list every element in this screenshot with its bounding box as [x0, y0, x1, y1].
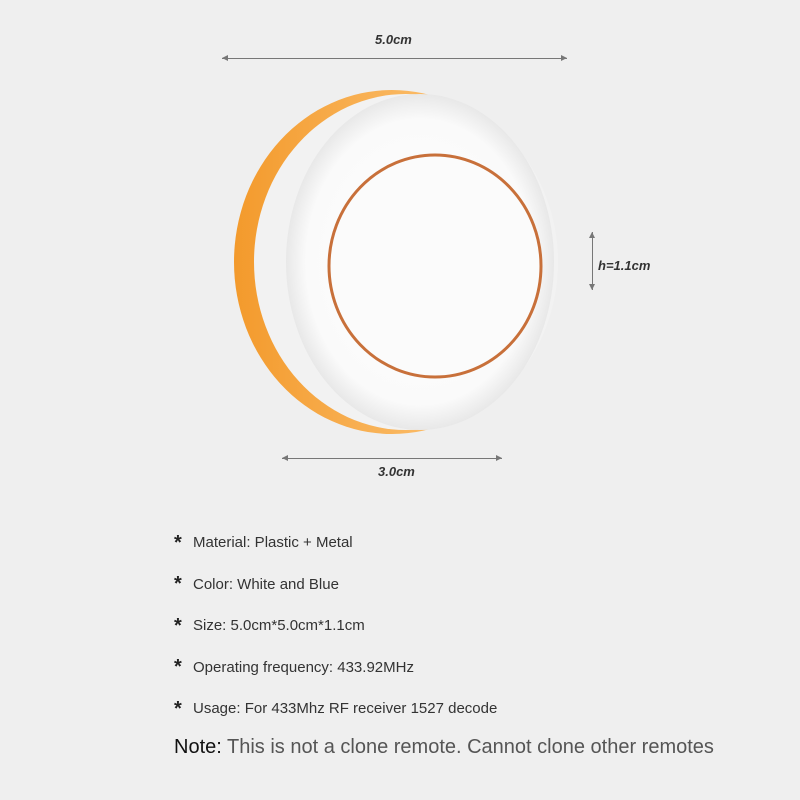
spec-text: Usage: For 433Mhz RF receiver 1527 decode — [193, 700, 498, 718]
spec-text: Size: 5.0cm*5.0cm*1.1cm — [193, 617, 365, 635]
star-bullet-icon: * — [174, 697, 182, 720]
star-bullet-icon: * — [174, 573, 182, 596]
spec-item-size — [174, 605, 497, 647]
remote-button-image — [220, 80, 580, 440]
inner-dimension-label: 3.0cm — [378, 464, 415, 479]
spec-item-usage — [174, 688, 497, 730]
note-text: This is not a clone remote. Cannot clone other remotes — [221, 736, 714, 758]
spec-text: Operating frequency: 433.92MHz — [193, 658, 414, 676]
star-bullet-icon: * — [174, 656, 182, 679]
star-bullet-icon: * — [174, 531, 182, 554]
height-dimension-arrow — [592, 232, 593, 290]
note — [174, 736, 714, 759]
height-dimension-label: h=1.1cm — [598, 258, 651, 273]
spec-text: Material: Plastic + Metal — [193, 534, 353, 552]
button-ring — [329, 155, 541, 377]
spec-item-frequency — [174, 647, 497, 689]
width-dimension-arrow — [222, 58, 567, 59]
note-label: Note: — [174, 736, 222, 758]
spec-text: Color: White and Blue — [193, 575, 339, 593]
spec-list — [174, 522, 497, 730]
width-dimension-label: 5.0cm — [375, 32, 412, 47]
star-bullet-icon: * — [174, 614, 182, 637]
inner-dimension-arrow — [282, 458, 502, 459]
spec-item-material — [174, 522, 497, 564]
spec-item-color — [174, 564, 497, 606]
